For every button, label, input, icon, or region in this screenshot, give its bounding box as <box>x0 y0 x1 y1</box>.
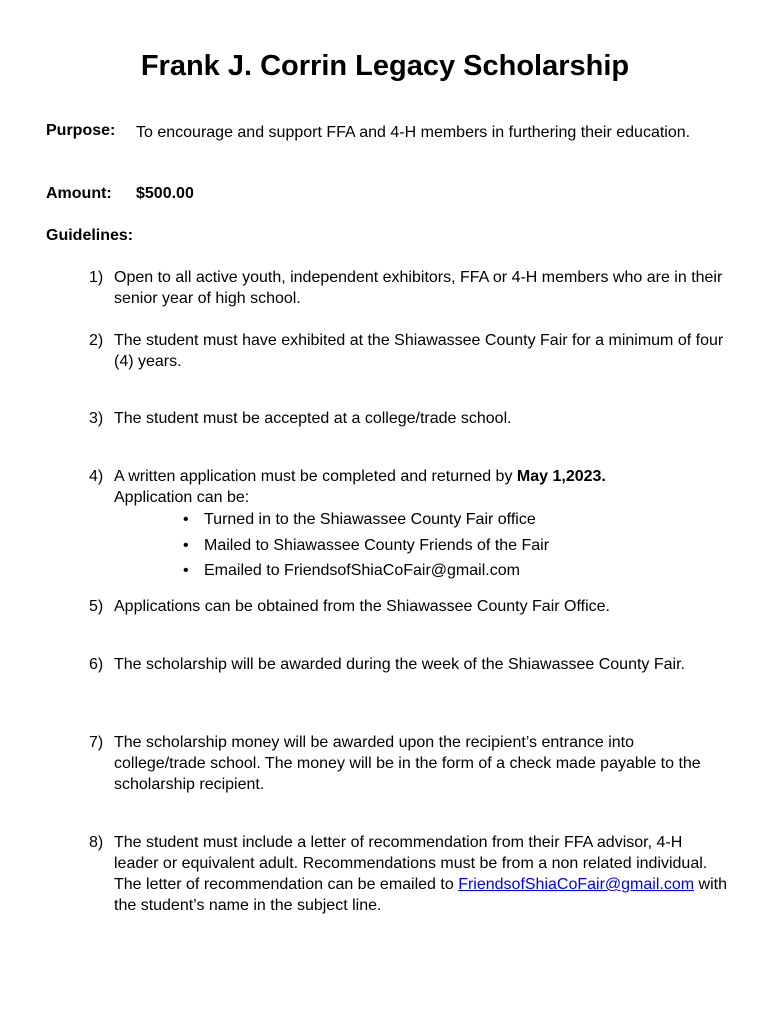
item-number: 2) <box>89 332 104 349</box>
amount-label: Amount: <box>46 185 112 202</box>
item-number: 3) <box>89 410 104 427</box>
purpose-text: To encourage and support FFA and 4-H members in furthering their education. <box>136 124 691 141</box>
item-text-before: A written application must be completed and returned by <box>114 468 517 485</box>
email-link[interactable]: FriendsofShiaCoFair@gmail.com <box>458 876 695 893</box>
item-text: The student must be accepted at a college/trade school. <box>114 410 512 427</box>
item-number: 8) <box>89 834 104 851</box>
item-text <box>114 832 729 916</box>
guideline-item-7 <box>89 732 729 795</box>
item-number: 5) <box>89 598 104 615</box>
guideline-item-1 <box>89 267 729 309</box>
amount-value: $500.00 <box>136 185 194 202</box>
list-item-text: Mailed to Shiawassee County Friends of the Fair <box>204 536 550 554</box>
guidelines-label: Guidelines: <box>46 227 134 244</box>
item-number: 4) <box>89 468 104 485</box>
item-number: 1) <box>89 269 104 286</box>
page-title: Frank J. Corrin Legacy Scholarship <box>140 50 630 82</box>
item-text: The scholarship will be awarded during the week of the Shiawassee County Fair. <box>114 656 685 673</box>
list-item <box>180 535 549 561</box>
list-item <box>180 509 549 535</box>
item-text-before: The student must include a letter of recommendation from their FFA advisor, 4-H leader or equivalent adult. Recommendations must be from a non related individual. The letter of recommendation can be emailed to <box>114 834 708 893</box>
submission-methods-list <box>180 509 549 586</box>
bullet-icon: • <box>183 562 189 579</box>
guideline-item-5 <box>89 596 729 617</box>
item-number: 6) <box>89 656 104 673</box>
list-item-text: Emailed to FriendsofShiaCoFair@gmail.com <box>204 562 520 579</box>
purpose-label: Purpose: <box>46 122 116 139</box>
guideline-item-3 <box>89 408 729 429</box>
bullet-icon: • <box>183 536 189 554</box>
list-item <box>180 560 549 586</box>
guideline-item-8 <box>89 832 729 916</box>
item-text-after: Application can be: <box>114 489 250 506</box>
item-text: Applications can be obtained from the Shiawassee County Fair Office. <box>114 598 610 615</box>
item-text <box>114 466 729 508</box>
item-number: 7) <box>89 734 104 751</box>
bullet-icon: • <box>183 511 189 528</box>
list-item-text: Turned in to the Shiawassee County Fair office <box>204 511 536 528</box>
guideline-item-2 <box>89 330 729 372</box>
item-text: Open to all active youth, independent exhibitors, FFA or 4-H members who are in their senior year of high school. <box>114 269 723 307</box>
item-text: The student must have exhibited at the Shiawassee County Fair for a minimum of four (4) years. <box>114 332 724 370</box>
guideline-item-4 <box>89 466 729 508</box>
item-text: The scholarship money will be awarded upon the recipient’s entrance into college/trade school. The money will be in the form of a check made payable to the scholarship recipient. <box>114 734 701 793</box>
deadline-date: May 1,2023. <box>516 468 606 485</box>
guideline-item-6 <box>89 654 729 675</box>
item-text-after: with the student’s name in the subject line. <box>114 876 727 914</box>
